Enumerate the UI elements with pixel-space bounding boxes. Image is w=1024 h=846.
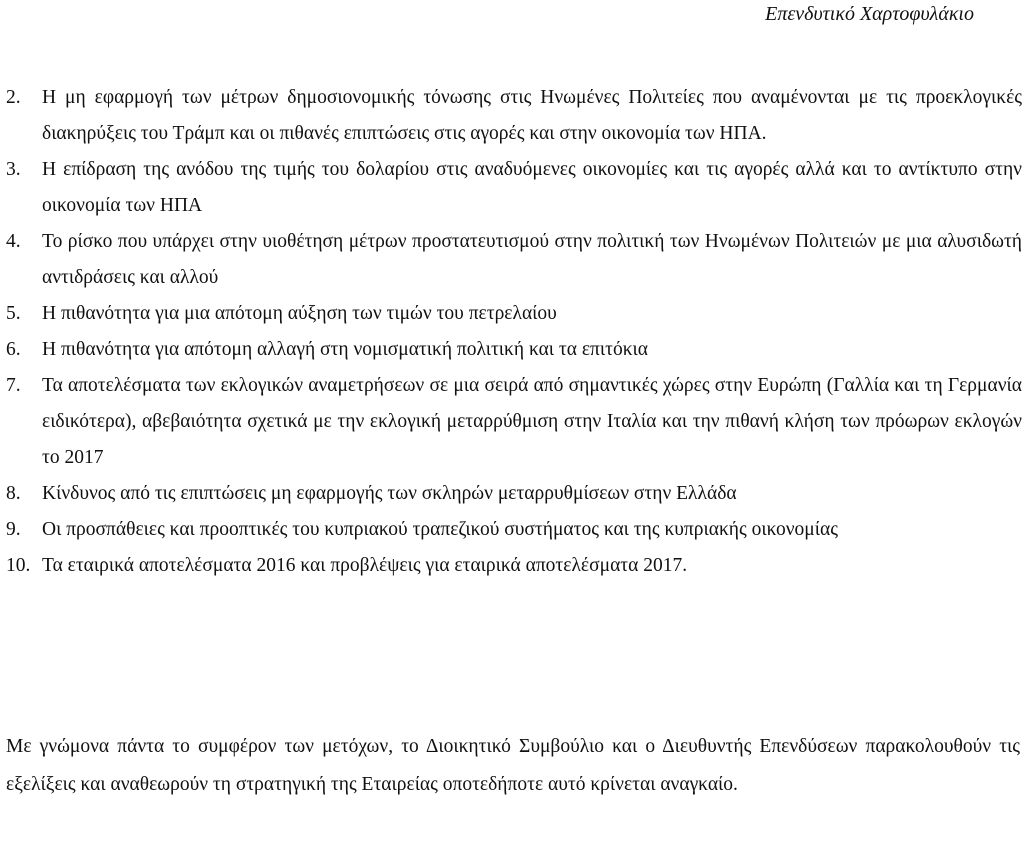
list-item [6,548,1022,584]
list-item-text: Κίνδυνος από τις επιπτώσεις μη εφαρμογής των σκληρών μεταρρυθμίσεων στην Ελλάδα [42,483,737,504]
list-item-number: 10. [6,555,31,576]
list-item-text: Τα αποτελέσματα των εκλογικών αναμετρήσεων σε μια σειρά από σημαντικές χώρες στην Ευρώπη (Γαλλία και τη Γερμανία ειδικότερα), αβεβαιότητα σχετικά με την εκλογική μεταρρύθμιση στην Ιταλία και την πιθανή κλήση των πρόωρων εκλογών το 2017 [42,375,1022,468]
list-item [6,332,1022,368]
list-item-text: Το ρίσκο που υπάρχει στην υιοθέτηση μέτρων προστατευτισμού στην πολιτική των Ηνωμένων Πολιτειών με μια αλυσιδωτή αντιδράσεις και αλλού [42,231,1022,288]
list-item-number: 5. [6,303,21,324]
closing-paragraph: Με γνώμονα πάντα το συμφέρον των μετόχων, το Διοικητικό Συμβούλιο και ο Διευθυντής Επενδύσεων παρακολουθούν τις εξελίξεις και αναθεωρούν τη στρατηγική της Εταιρείας οποτεδήποτε αυτό κρίνεται αναγκαίο. [6,736,1020,795]
list-item-text: Οι προσπάθειες και προοπτικές του κυπριακού τραπεζικού συστήματος και της κυπριακής οικονομίας [42,519,838,540]
risk-list [6,80,1022,584]
list-item-text: Η πιθανότητα για μια απότομη αύξηση των τιμών του πετρελαίου [42,303,557,324]
list-item-text: Τα εταιρικά αποτελέσματα 2016 και προβλέψεις για εταιρικά αποτελέσματα 2017. [42,555,688,576]
list-item [6,512,1022,548]
list-item [6,152,1022,224]
page-header-title: Επενδυτικό Χαρτοφυλάκιο [765,3,974,25]
list-item-number: 3. [6,159,21,180]
list-item [6,476,1022,512]
list-item-number: 2. [6,87,21,108]
list-item-number: 4. [6,231,21,252]
list-item-number: 6. [6,339,21,360]
list-item-text: Η πιθανότητα για απότομη αλλαγή στη νομισματική πολιτική και τα επιτόκια [42,339,649,360]
list-item [6,368,1022,476]
list-item [6,80,1022,152]
list-item-text: Η μη εφαρμογή των μέτρων δημοσιονομικής τόνωσης στις Ηνωμένες Πολιτείες που αναμένονται με τις προεκλογικές διακηρύξεις του Τράμπ και οι πιθανές επιπτώσεις στις αγορές και στην οικονομία των ΗΠΑ. [42,87,1022,144]
list-item-number: 9. [6,519,21,540]
list-item-number: 8. [6,483,21,504]
list-item-number: 7. [6,375,21,396]
list-item-text: Η επίδραση της ανόδου της τιμής του δολαρίου στις αναδυόμενες οικονομίες και τις αγορές αλλά και το αντίκτυπο στην οικονομία των ΗΠΑ [42,159,1022,216]
list-item [6,224,1022,296]
list-item [6,296,1022,332]
